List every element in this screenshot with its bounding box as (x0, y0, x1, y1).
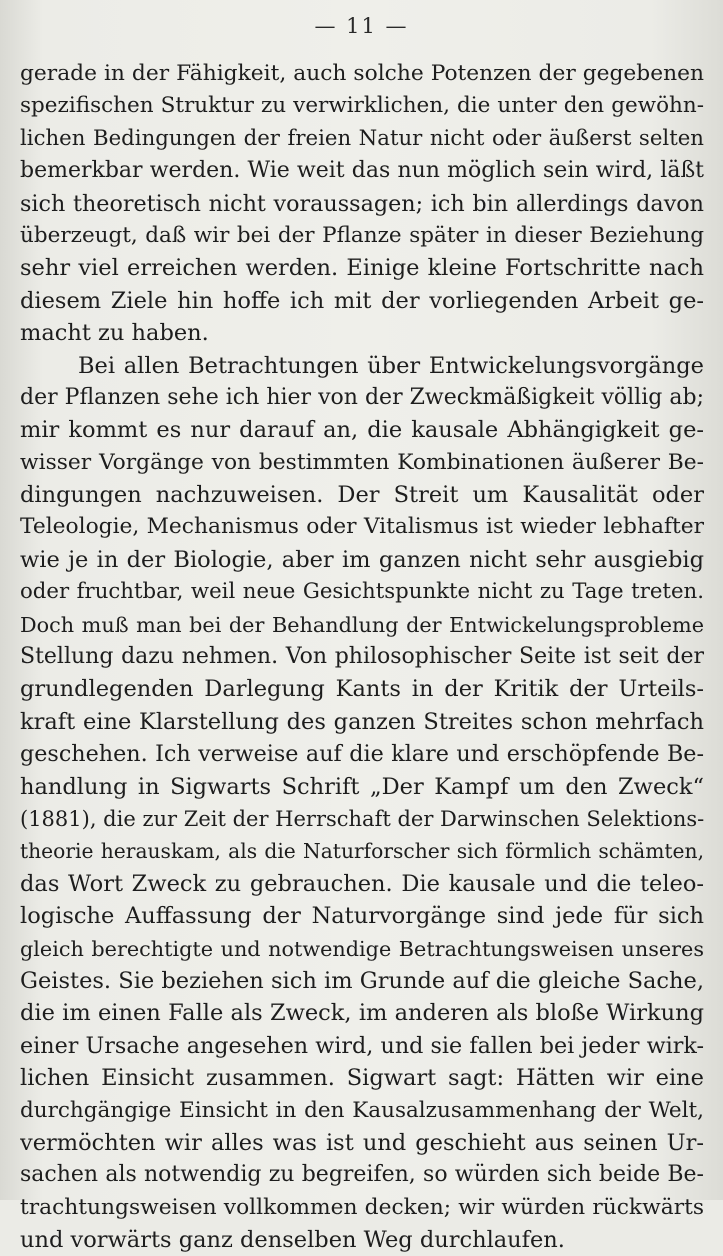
text-line: Stellung dazu nehmen. Von philosophischer Seite ist seit der (20, 644, 704, 670)
text-line: bemerkbar werden. Wie weit das nun möglich sein wird, läßt (20, 158, 704, 184)
text-line: gleich berechtigte und notwendige Betrachtungsweisen unseres (20, 936, 704, 961)
text-line: lichen Bedingungen der freien Natur nicht oder äußerst selten (20, 125, 704, 151)
text-line: gerade in der Fähigkeit, auch solche Potenzen der gegebenen (20, 61, 704, 86)
text-line: grundlegenden Darlegung Kants in der Kritik der Urteils- (20, 676, 704, 703)
text-line: Teleologie, Mechanismus oder Vitalismus ist wieder lebhafter (20, 514, 704, 540)
text-line: trachtungsweisen vollkommen decken; wir würden rückwärts (20, 1194, 704, 1220)
text-line: theorie herauskam, als die Naturforscher sich förmlich schämten, (20, 839, 704, 864)
page-number: — 11 — (314, 14, 409, 38)
text-line: diesem Ziele hin hoffe ich mit der vorliegenden Arbeit ge- (20, 287, 704, 314)
text-line: der Pflanzen sehe ich hier von der Zweckmäßigkeit völlig ab; (20, 384, 704, 410)
text-line: Doch muß man bei der Behandlung der Entwickelungsprobleme (20, 612, 704, 637)
text-line: kraft eine Klarstellung des ganzen Streites schon mehrfach (20, 708, 704, 735)
text-line: und vorwärts ganz denselben Weg durchlaufen. (20, 1227, 565, 1254)
text-line: vermöchten wir alles was ist und geschieht aus seinen Ur- (20, 1129, 704, 1156)
text-line: sehr viel erreichen werden. Einige kleine Fortschritte nach (20, 255, 704, 282)
text-line: wie je in der Biologie, aber im ganzen nicht sehr ausgiebig (20, 546, 704, 573)
text-line: Geistes. Sie beziehen sich im Grunde auf die gleiche Sache, (20, 967, 704, 994)
text-line: spezifischen Struktur zu verwirklichen, die unter den gewöhn- (20, 93, 704, 119)
text-line: überzeugt, daß wir bei der Pflanze später in dieser Beziehung (20, 222, 704, 248)
text-line: geschehen. Ich verweise auf die klare und erschöpfende Be- (20, 741, 704, 768)
text-line: handlung in Sigwarts Schrift „Der Kampf um den Zweck“ (20, 773, 704, 800)
text-line: oder fruchtbar, weil neue Gesichtspunkte nicht zu Tage treten. (20, 579, 704, 605)
text-line: logische Auffassung der Naturvorgänge sind jede für sich (20, 903, 704, 930)
body-text (20, 58, 704, 1256)
text-line: sachen als notwendig zu begreifen, so würden sich beide Be- (20, 1162, 704, 1188)
text-line: lichen Einsicht zusammen. Sigwart sagt: Hätten wir eine (20, 1065, 704, 1092)
text-line: wisser Vorgänge von bestimmten Kombinationen äußerer Be- (20, 449, 704, 475)
text-line: (1881), die zur Zeit der Herrschaft der Darwinschen Selektions- (20, 806, 704, 831)
text-line: einer Ursache angesehen wird, und sie fallen bei jeder wirk- (20, 1032, 704, 1059)
text-line: Bei allen Betrachtungen über Entwickelungsvorgänge (78, 352, 704, 379)
text-line: durchgängige Einsicht in den Kausalzusammenhang der Welt, (20, 1097, 704, 1123)
text-line: sich theoretisch nicht voraussagen; ich bin allerdings davon (20, 190, 704, 217)
text-line: macht zu haben. (20, 320, 209, 347)
text-line: mir kommt es nur darauf an, die kausale Abhängigkeit ge- (20, 417, 704, 444)
text-line: die im einen Falle als Zweck, im anderen als bloße Wirkung (20, 1000, 704, 1027)
text-line: dingungen nachzuweisen. Der Streit um Kausalität oder (20, 482, 704, 509)
text-line: das Wort Zweck zu gebrauchen. Die kausale und die teleo- (20, 870, 704, 897)
